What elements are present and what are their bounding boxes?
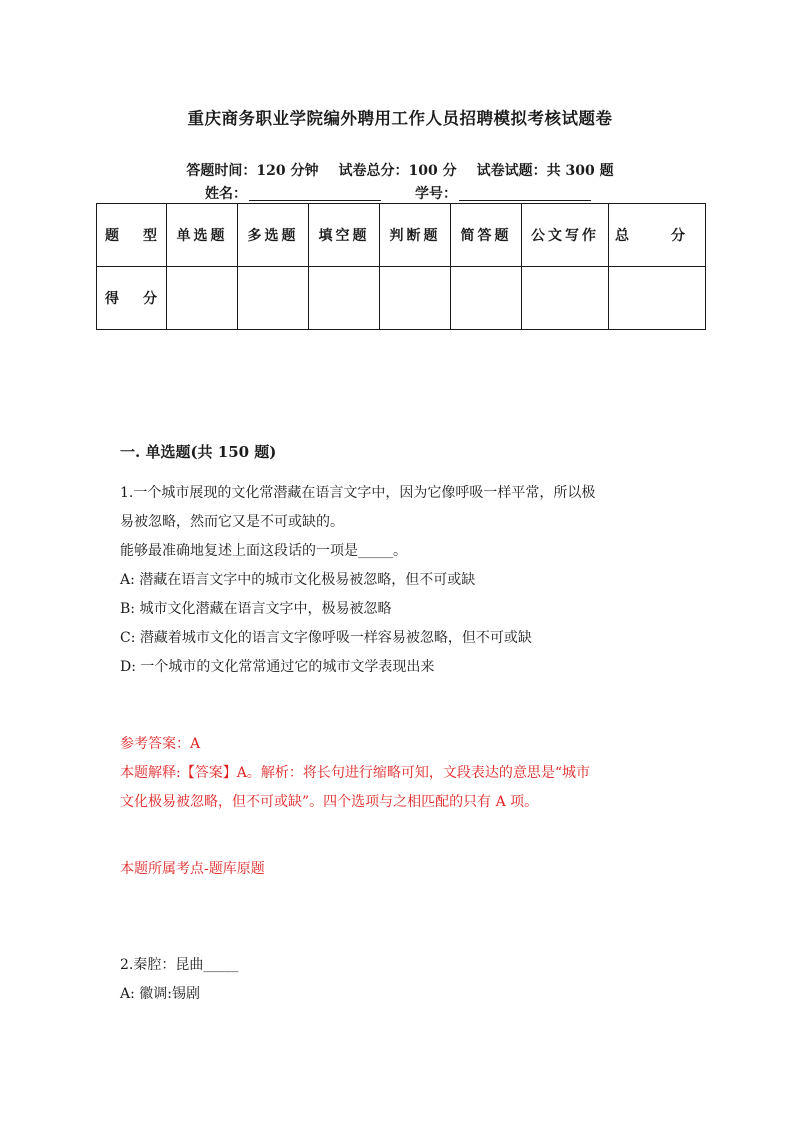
question-stem: 1.一个城市展现的文化常潜藏在语言文字中，因为它像呼吸一样平常，所以极 — [120, 485, 596, 501]
question-prompt: 能够最准确地复述上面这段话的一项是_____。 — [120, 543, 407, 559]
score-cell — [451, 267, 522, 330]
section-title: 一. 单选题(共 150 题) — [120, 443, 277, 461]
explanation: 文化极易被忽略，但不可或缺”。四个选项与之相匹配的只有 A 项。 — [120, 794, 539, 810]
name-label: 姓名： — [205, 186, 247, 202]
score-cell — [522, 267, 609, 330]
col-official-writing: 公文写作 — [522, 204, 609, 267]
score-header-row — [97, 204, 706, 267]
name-blank — [249, 186, 381, 201]
exam-title: 重庆商务职业学院编外聘用工作人员招聘模拟考核试题卷 — [187, 109, 613, 128]
question-1 — [120, 479, 680, 682]
student-id-blank — [459, 186, 591, 201]
exam-total-questions: 试卷试题：共 300 题 — [476, 163, 614, 179]
score-label-cell: 得 分 — [97, 267, 167, 330]
score-value-row — [97, 267, 706, 330]
col-fill-blank: 填空题 — [309, 204, 380, 267]
answer-block-1 — [120, 730, 680, 817]
score-cell — [238, 267, 309, 330]
student-info — [0, 183, 800, 203]
question-stem: 2.秦腔：昆曲_____ — [120, 957, 239, 973]
col-single-choice: 单选题 — [167, 204, 238, 267]
type-label-cell: 题 型 — [97, 204, 167, 267]
exam-time: 答题时间：120 分钟 — [186, 163, 319, 179]
col-multi-choice: 多选题 — [238, 204, 309, 267]
score-cell — [167, 267, 238, 330]
option-a: A: 潜藏在语言文字中的城市文化极易被忽略，但不可或缺 — [120, 572, 476, 588]
option-b: B: 城市文化潜藏在语言文字中，极易被忽略 — [120, 601, 392, 617]
score-cell — [609, 267, 706, 330]
exam-total-score: 试卷总分：100 分 — [338, 163, 457, 179]
exam-meta — [0, 160, 800, 180]
question-stem: 易被忽略，然而它又是不可或缺的。 — [120, 514, 344, 530]
explanation: 本题解释:【答案】A。解析：将长句进行缩略可知，文段表达的意思是“城市 — [120, 765, 590, 781]
option-c: C: 潜藏着城市文化的语言文字像呼吸一样容易被忽略，但不可或缺 — [120, 630, 532, 646]
student-id-label: 学号： — [415, 186, 457, 202]
col-total: 总 分 — [609, 204, 706, 267]
score-cell — [309, 267, 380, 330]
score-table — [96, 203, 706, 330]
reference-answer: 参考答案：A — [120, 736, 201, 752]
option-a: A: 徽调:锡剧 — [120, 986, 200, 1002]
option-d: D: 一个城市的文化常常通过它的城市文学表现出来 — [120, 659, 435, 675]
score-cell — [380, 267, 451, 330]
col-true-false: 判断题 — [380, 204, 451, 267]
col-short-answer: 简答题 — [451, 204, 522, 267]
knowledge-point: 本题所属考点-题库原题 — [120, 861, 265, 877]
question-2 — [120, 951, 680, 1009]
